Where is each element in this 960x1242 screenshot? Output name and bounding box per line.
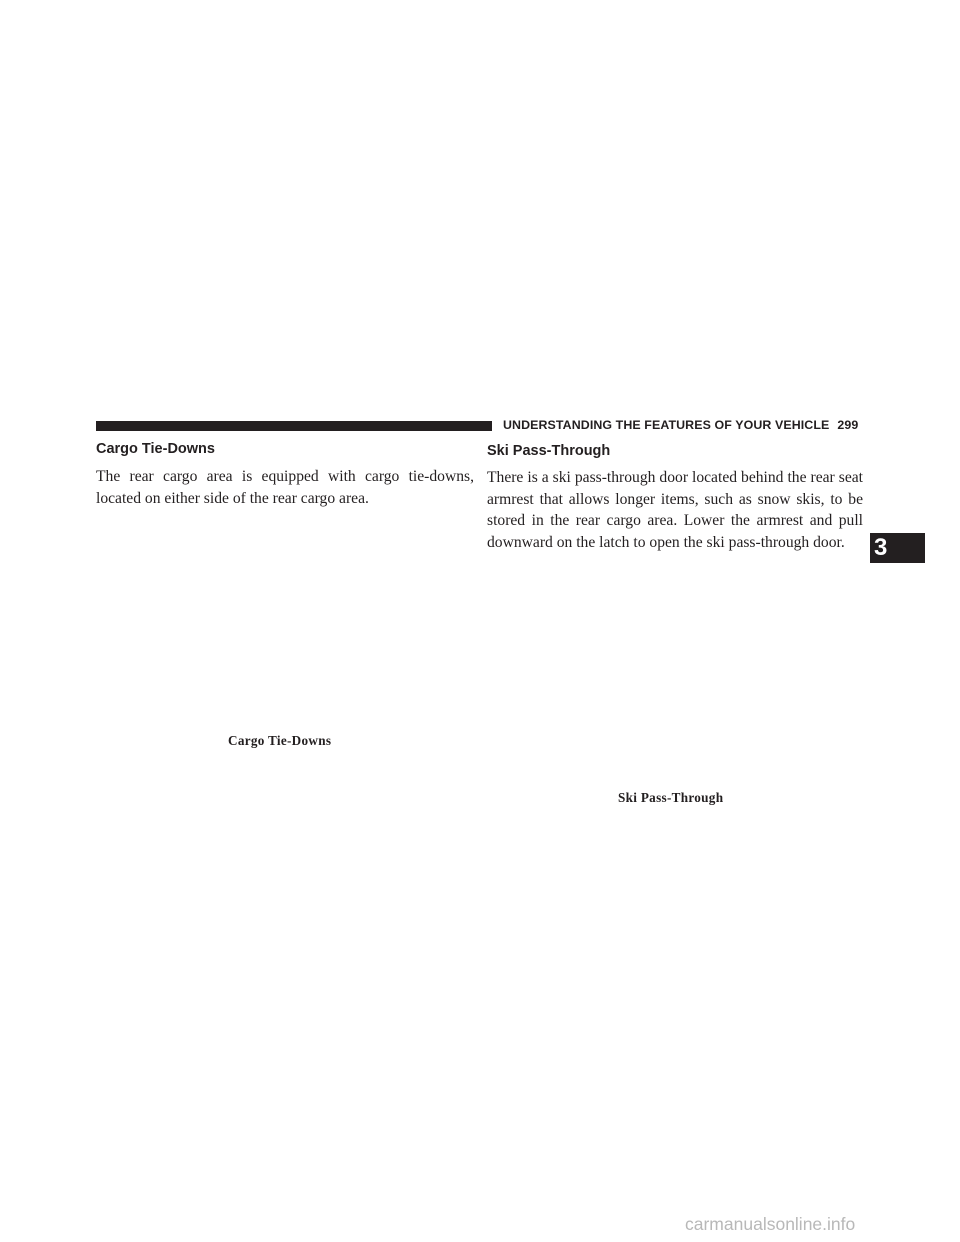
section-title-ski-pass-through: Ski Pass-Through bbox=[487, 443, 611, 459]
running-header bbox=[503, 418, 858, 432]
watermark-text: carmanualsonline.info bbox=[685, 1214, 856, 1234]
section-body-cargo-tie-downs: The rear cargo area is equipped with cargo tie-downs, located on either side of the rear cargo area. bbox=[96, 468, 474, 507]
section-body-ski-pass-through: There is a ski pass-through door located behind the rear seat armrest that allows longer items, such as snow skis, to be stored in the rear cargo area. Lower the armrest and pull downward on the latch to open the ski pass-through door. bbox=[487, 469, 863, 551]
figure-caption-ski-pass-through: Ski Pass-Through bbox=[618, 790, 724, 805]
chapter-title: UNDERSTANDING THE FEATURES OF YOUR VEHICLE bbox=[503, 418, 830, 432]
figure-caption-cargo-tie-downs: Cargo Tie-Downs bbox=[228, 733, 332, 748]
page-number: 299 bbox=[837, 418, 859, 432]
section-title-cargo-tie-downs: Cargo Tie-Downs bbox=[96, 441, 215, 457]
chapter-tab: 3 bbox=[870, 533, 925, 563]
header-rule bbox=[96, 421, 492, 431]
